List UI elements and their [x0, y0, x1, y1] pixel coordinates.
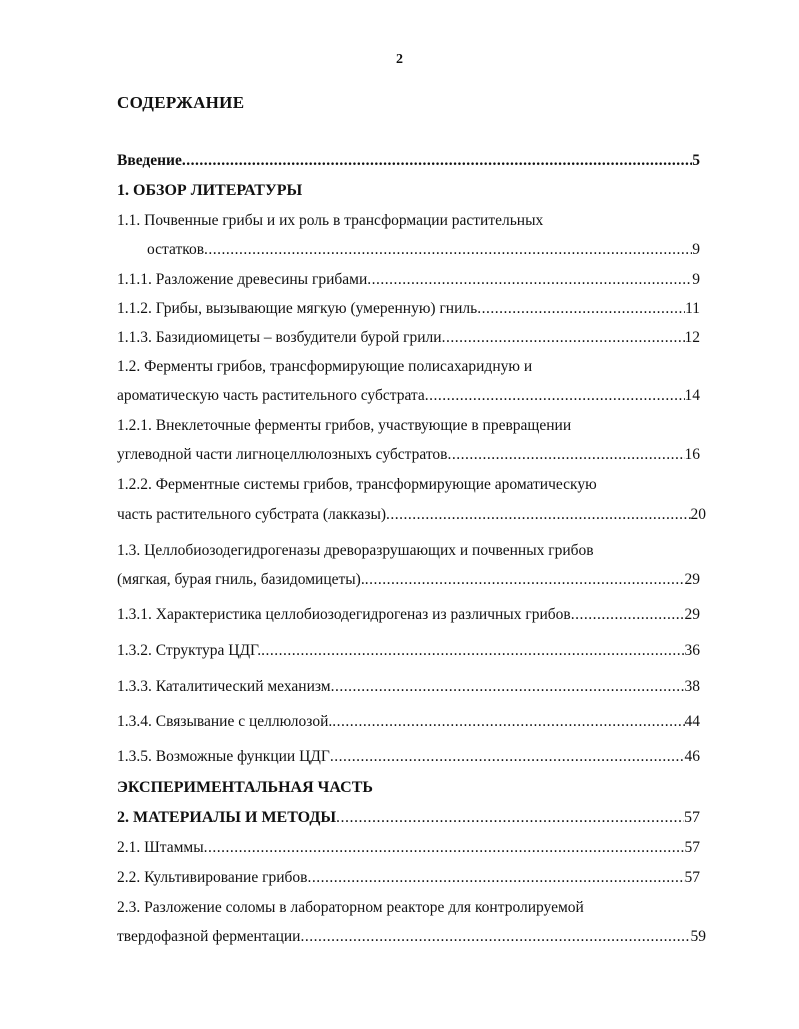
- toc-entry-label: 1.3.1. Характеристика целлобиозодегидрогеназ из различных грибов: [117, 606, 571, 623]
- toc-entry: [117, 504, 706, 526]
- toc-entry: [117, 926, 706, 948]
- dot-leader: [442, 327, 685, 349]
- toc-entry-label: 1.3.2. Структура ЦДГ.: [117, 642, 262, 659]
- toc-entry-first-line: 1.1. Почвенные грибы и их роль в трансформации растительных: [117, 212, 544, 229]
- toc-entry-page: 12: [684, 329, 700, 346]
- toc-entry: [117, 604, 700, 626]
- toc-entry-intro: [117, 150, 700, 172]
- toc-entry: [117, 837, 700, 859]
- toc-entry: [117, 444, 700, 466]
- dot-leader: [425, 385, 685, 407]
- toc-entry-section2: [117, 807, 700, 829]
- toc-entry-page: 20: [690, 506, 706, 523]
- toc-entry-page: 9: [692, 271, 700, 288]
- toc-entry-page: 29: [684, 606, 700, 623]
- dot-leader: [365, 569, 685, 591]
- toc-entry-label: (мягкая, бурая гниль, базидомицеты).: [117, 571, 365, 588]
- toc-entry: [117, 385, 700, 407]
- toc-entry: [117, 569, 700, 591]
- toc-entry-page: 36: [684, 642, 700, 659]
- dot-leader: [332, 711, 684, 733]
- toc-entry: [117, 298, 700, 320]
- dot-leader: [182, 150, 692, 172]
- toc-entry: [117, 640, 700, 662]
- toc-entry: [117, 711, 700, 733]
- toc-entry-page: 59: [690, 928, 706, 945]
- dot-leader: [204, 837, 685, 859]
- toc-entry-first-line: 2.3. Разложение соломы в лабораторном реакторе для контролируемой: [117, 899, 584, 916]
- toc-entry-first-line: 1.2.2. Ферментные системы грибов, трансформирующие ароматическую: [117, 476, 597, 493]
- toc-entry: [117, 676, 700, 698]
- toc-entry: [117, 867, 700, 889]
- toc-entry-label: твердофазной ферментации: [117, 928, 301, 945]
- toc-entry-page: 9: [692, 241, 700, 258]
- toc-entry-page: 57: [684, 809, 700, 826]
- toc-entry: [117, 269, 700, 291]
- dot-leader: [571, 604, 685, 626]
- section-heading-literature: 1. ОБЗОР ЛИТЕРАТУРЫ: [117, 182, 303, 199]
- dot-leader: [307, 867, 684, 889]
- toc-entry-label: 1.3.3. Каталитический механизм: [117, 678, 331, 695]
- toc-entry-page: 16: [684, 446, 700, 463]
- toc-entry-first-line: 1.2.1. Внеклеточные ферменты грибов, участвующие в превращении: [117, 417, 572, 434]
- toc-entry-label: 1.1.3. Базидиомицеты – возбудители бурой грили: [117, 329, 442, 346]
- toc-entry-label: 1.1.1. Разложение древесины грибами: [117, 271, 368, 288]
- toc-entry-first-line: 1.3. Целлобиозодегидрогеназы древоразрушающих и почвенных грибов: [117, 542, 594, 559]
- toc-entry-label: ароматическую часть растительного субстрата: [117, 387, 425, 404]
- dot-leader: [331, 676, 685, 698]
- toc-entry-page: 38: [684, 678, 700, 695]
- section-heading-experimental: ЭКСПЕРИМЕНТАЛЬНАЯ ЧАСТЬ: [117, 779, 373, 796]
- toc-entry-label: 1.3.5. Возможные функции ЦДГ: [117, 748, 330, 765]
- page-title: СОДЕРЖАНИЕ: [117, 93, 245, 112]
- dot-leader: [330, 746, 685, 768]
- toc-entry-first-line: 1.2. Ферменты грибов, трансформирующие полисахаридную и: [117, 358, 533, 375]
- toc-entry-page: 44: [684, 713, 700, 730]
- toc-entry-label: остатков: [147, 241, 205, 258]
- toc-entry: [147, 239, 700, 261]
- dot-leader: [204, 239, 692, 261]
- toc-entry-label: 2. МАТЕРИАЛЫ И МЕТОДЫ: [117, 809, 337, 826]
- toc-entry-label: 2.2. Культивирование грибов: [117, 869, 308, 886]
- toc-entry-page: 14: [684, 387, 700, 404]
- toc-entry-page: 29: [684, 571, 700, 588]
- toc-entry-label: углеводной части лигноцеллюлозныхъ субстратов: [117, 446, 448, 463]
- dot-leader: [386, 504, 690, 526]
- dot-leader: [448, 444, 685, 466]
- toc-entry-label: Введение: [117, 152, 182, 169]
- toc-entry-page: 11: [685, 300, 700, 317]
- toc-entry-page: 46: [684, 748, 700, 765]
- toc-entry: [117, 746, 700, 768]
- toc-entry-label: 1.1.2. Грибы, вызывающие мягкую (умеренную) гниль: [117, 300, 478, 317]
- toc-entry-page: 5: [692, 152, 700, 169]
- dot-leader: [261, 640, 684, 662]
- dot-leader: [477, 298, 685, 320]
- toc-entry-page: 57: [684, 839, 700, 856]
- toc-entry-label: 2.1. Штаммы: [117, 839, 204, 856]
- dot-leader: [300, 926, 690, 948]
- toc-entry-label: часть растительного субстрата (лакказы): [117, 506, 387, 523]
- dot-leader: [336, 807, 684, 829]
- toc-entry: [117, 327, 700, 349]
- page-number: 2: [396, 52, 403, 67]
- dot-leader: [367, 269, 692, 291]
- toc-entry-page: 57: [684, 869, 700, 886]
- toc-entry-label: 1.3.4. Связывание с целлюлозой.: [117, 713, 333, 730]
